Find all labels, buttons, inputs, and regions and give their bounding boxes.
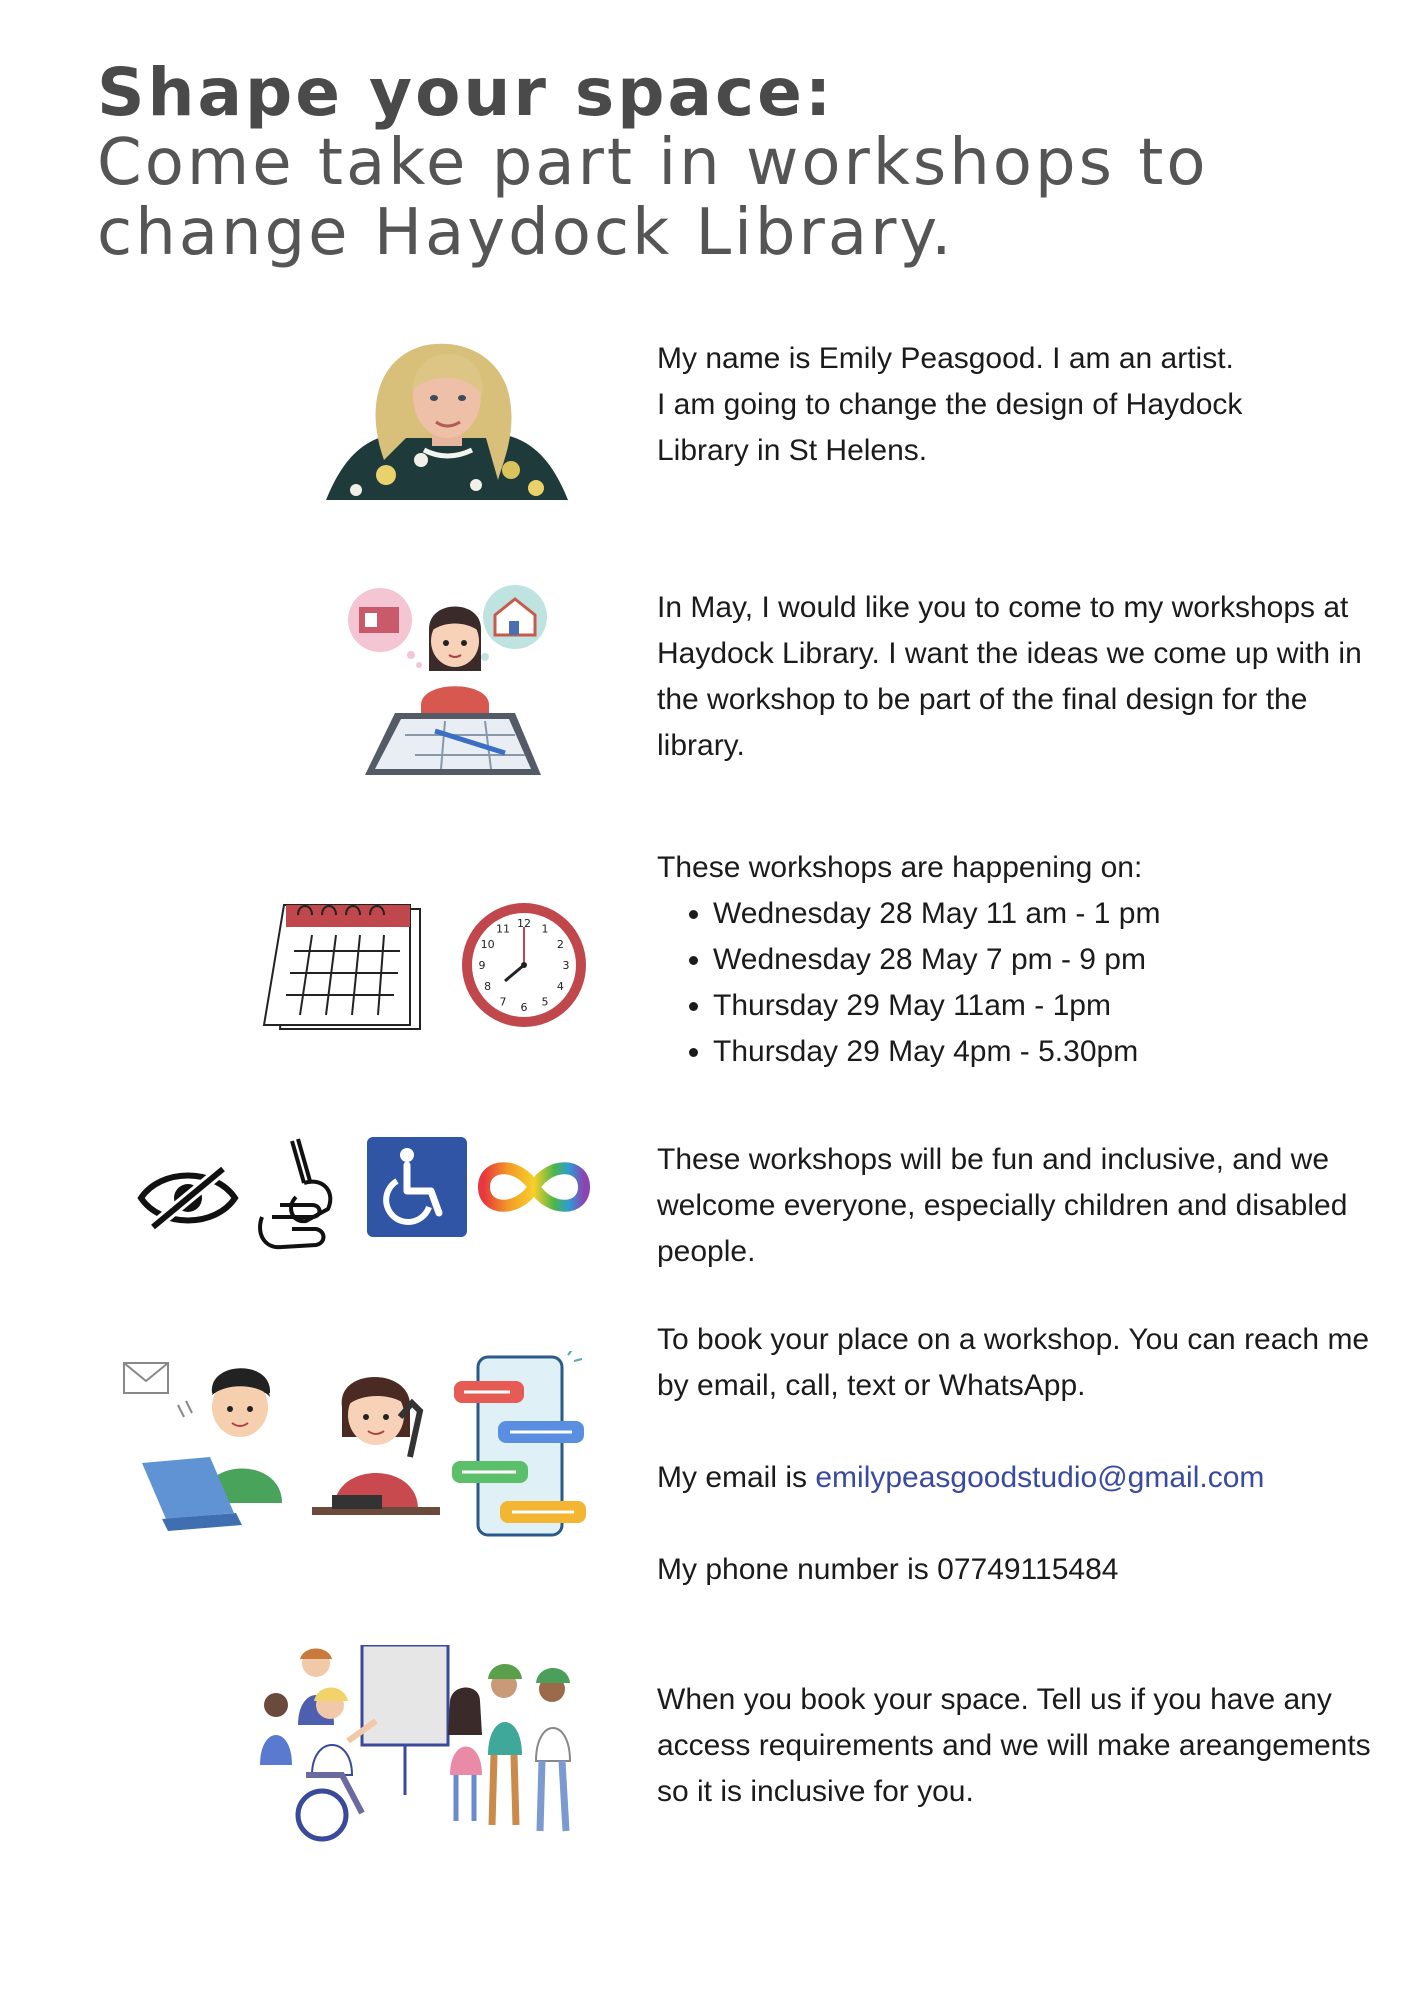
access-text bbox=[657, 1677, 1377, 1815]
access-paragraph: When you book your space. Tell us if you have any access requirements and we will make areangements so it is inclusive for you. bbox=[657, 1683, 1371, 1808]
email-line bbox=[657, 1455, 1377, 1501]
inclusive-section bbox=[0, 1137, 1414, 1287]
poster-subtitle-line-1: Come take part in workshops to bbox=[97, 126, 1209, 200]
booking-section bbox=[0, 1317, 1414, 1597]
phone-line: My phone number is 07749115484 bbox=[657, 1553, 1119, 1586]
neurodiversity-infinity-icon bbox=[478, 1155, 590, 1219]
visual-impairment-icon bbox=[135, 1163, 241, 1233]
clock-numeral: 4 bbox=[556, 980, 564, 993]
phone-call-illustration bbox=[312, 1357, 440, 1529]
intro-line-1: My name is Emily Peasgood. I am an artist. bbox=[657, 342, 1234, 375]
email-link[interactable]: emilypeasgoodstudio@gmail.com bbox=[815, 1461, 1265, 1494]
planning-girl-illustration bbox=[345, 585, 555, 785]
schedule-item: • Thursday 29 May 4pm - 5.30pm bbox=[713, 1029, 1377, 1075]
clock-numeral: 2 bbox=[556, 938, 564, 951]
invite-text bbox=[657, 585, 1377, 769]
clock-numeral: 6 bbox=[520, 1001, 528, 1014]
clock-numeral: 11 bbox=[496, 922, 510, 936]
poster-header bbox=[97, 54, 1357, 270]
group-workshop-illustration bbox=[252, 1645, 582, 1845]
sign-language-icon bbox=[252, 1137, 344, 1255]
clock-numeral: 10 bbox=[480, 938, 495, 951]
clock-numeral: 7 bbox=[499, 995, 507, 1009]
wheelchair-icon bbox=[367, 1137, 467, 1237]
schedule-heading: These workshops are happening on: bbox=[657, 851, 1143, 884]
schedule-section bbox=[0, 845, 1414, 1075]
clock-numeral: 1 bbox=[541, 922, 549, 936]
booking-paragraph: To book your place on a workshop. You can reach me by email, call, text or WhatsApp. bbox=[657, 1323, 1370, 1402]
email-prefix: My email is bbox=[657, 1461, 808, 1494]
poster-subtitle-line-2: change Haydock Library. bbox=[97, 196, 955, 270]
clock-numeral: 9 bbox=[478, 959, 486, 972]
clock-numeral: 12 bbox=[517, 917, 531, 930]
artist-portrait bbox=[326, 340, 568, 500]
access-section bbox=[0, 1645, 1414, 1855]
phone-chat-illustration bbox=[448, 1351, 590, 1541]
intro-section bbox=[0, 330, 1414, 520]
poster-title: Shape your space: bbox=[97, 54, 835, 131]
schedule-text bbox=[657, 845, 1377, 1075]
booking-text bbox=[657, 1317, 1377, 1593]
schedule-item: • Thursday 29 May 11am - 1pm bbox=[713, 983, 1377, 1029]
clock-numeral: 5 bbox=[541, 995, 549, 1009]
calendar-icon bbox=[260, 901, 430, 1031]
clock-numeral: 8 bbox=[484, 980, 492, 993]
schedule-item: • Wednesday 28 May 11 am - 1 pm bbox=[713, 891, 1377, 937]
inclusive-paragraph: These workshops will be fun and inclusive, and we welcome everyone, especially children and disabled people. bbox=[657, 1143, 1348, 1268]
clock-numeral: 3 bbox=[562, 959, 570, 972]
schedule-item: • Wednesday 28 May 7 pm - 9 pm bbox=[713, 937, 1377, 983]
invite-paragraph: In May, I would like you to come to my workshops at Haydock Library. I want the ideas we come up with in the workshop to be part of the final design for the library. bbox=[657, 591, 1362, 762]
intro-line-2: I am going to change the design of Haydock bbox=[657, 388, 1243, 421]
inclusive-text bbox=[657, 1137, 1377, 1275]
email-laptop-illustration bbox=[122, 1353, 302, 1533]
schedule-list bbox=[657, 891, 1377, 1075]
clock-icon bbox=[458, 899, 590, 1031]
intro-text bbox=[657, 336, 1377, 474]
invite-section bbox=[0, 585, 1414, 795]
intro-line-3: Library in St Helens. bbox=[657, 434, 928, 467]
